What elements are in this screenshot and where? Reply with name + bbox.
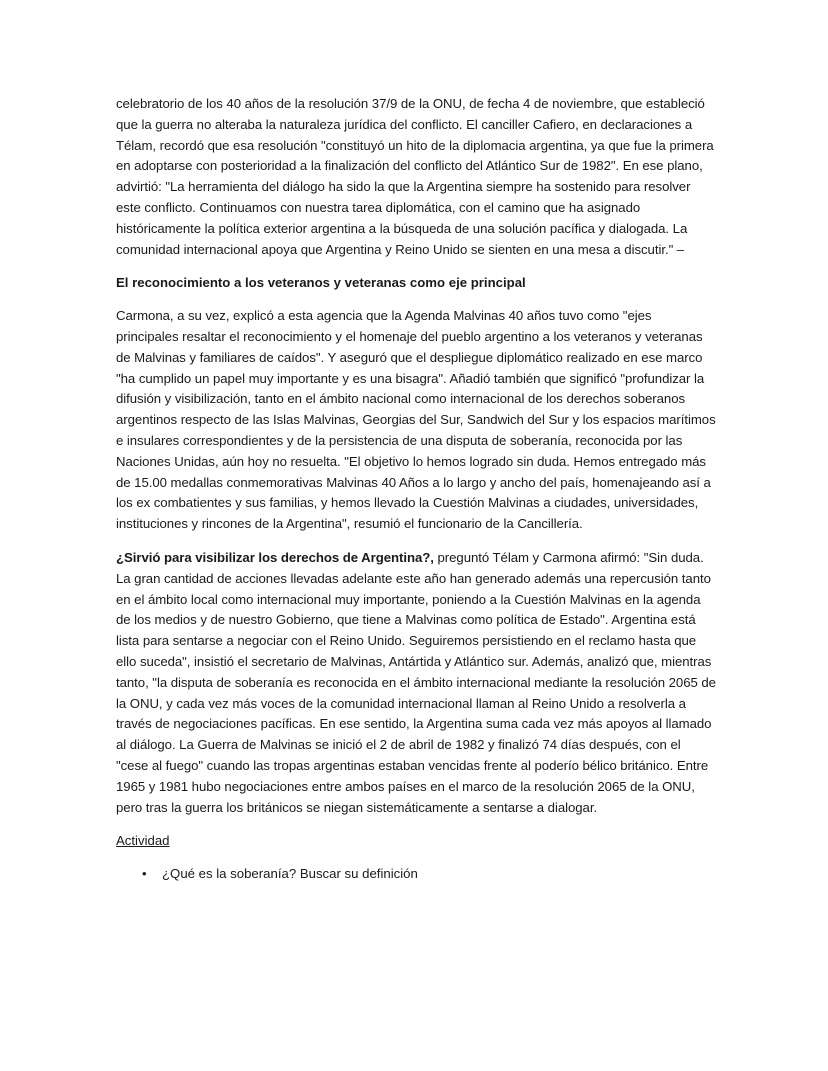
question-lead: ¿Sirvió para visibilizar los derechos de Argentina?, <box>116 549 434 565</box>
section-paragraph: Carmona, a su vez, explicó a esta agencia que la Agenda Malvinas 40 años tuvo como "ejes principales resaltar el reconocimiento y el homenaje del pueblo argentino a los veteranos y veteranas de Malvinas y familiares de caídos". Y aseguró que el despliegue diplomático realizado en ese marco "ha cumplido un papel muy importante y es una bisagra". Añadió también que significó "profundizar la difusión y visibilización, tanto en el ámbito nacional como internacional de los derechos soberanos argentinos respecto de las Islas Malvinas, Georgias del Sur, Sandwich del Sur y los espacios marítimos e insulares correspondientes y de la persistencia de una disputa de soberanía, reconocida por las Naciones Unidas, aún hoy no resuelta. "El objetivo lo hemos logrado sin duda. Hemos entregado más de 15.00 medallas conmemorativas Malvinas 40 Años a lo largo y ancho del país, homenajeando así a los ex combatientes y sus familias, y hemos llevado la Cuestión Malvinas a ciudades, universidades, instituciones y rincones de la Argentina", resumió el funcionario de la Cancillería. <box>116 308 716 532</box>
question-paragraph-block <box>116 548 716 818</box>
activity-title: Actividad <box>116 833 170 849</box>
document-page <box>116 94 716 885</box>
bullet-icon: • <box>142 866 147 882</box>
question-paragraph: preguntó Télam y Carmona afirmó: "Sin duda. La gran cantidad de acciones llevadas adelante este año han generado además una repercusión tanto en el ámbito local como internacional muy importante, poniendo a la Cuestión Malvinas en la agenda de los medios y de nuestro Gobierno, que tiene a Malvinas como política de Estado". Argentina está lista para sentarse a negociar con el Reino Unido. Seguiremos persistiendo en el reclamo hasta que ello suceda", insistió el secretario de Malvinas, Antártida y Atlántico sur. Además, analizó que, mientras tanto, "la disputa de soberanía es reconocida en el ámbito internacional mediante la resolución 2065 de la ONU, y cada vez más voces de la comunidad internacional llaman al Reino Unido a resolverla a través de negociaciones pacíficas. En ese sentido, la Argentina suma cada vez más apoyos al llamado al diálogo. La Guerra de Malvinas se inició el 2 de abril de 1982 y finalizó 74 días después, con el "cese al fuego" cuando las tropas argentinas estaban vencidas frente al poderío bélico británico. Entre 1965 y 1981 hubo negociaciones entre ambos países en el marco de la resolución 2065 de la ONU, pero tras la guerra los británicos se niegan sistemáticamente a sentarse a dialogar. <box>116 549 716 815</box>
section-heading: El reconocimiento a los veteranos y veteranas como eje principal <box>116 275 526 291</box>
activity-list <box>116 864 716 885</box>
list-item <box>116 864 716 885</box>
intro-paragraph: celebratorio de los 40 años de la resolución 37/9 de la ONU, de fecha 4 de noviembre, que estableció que la guerra no alteraba la naturaleza jurídica del conflicto. El canciller Cafiero, en declaraciones a Télam, recordó que esa resolución "constituyó un hito de la diplomacia argentina, ya que fue la primera en adoptarse con posterioridad a la finalización del conflicto del Atlántico Sur de 1982". En ese plano, advirtió: "La herramienta del diálogo ha sido la que la Argentina siempre ha sostenido para resolver este conflicto. Continuamos con nuestra tarea diplomática, con el camino que ha asignado históricamente la política exterior argentina a la búsqueda de una solución pacífica y dialogada. La comunidad internacional apoya que Argentina y Reino Unido se sienten en una mesa a discutir." – <box>116 96 714 257</box>
activity-item-text: ¿Qué es la soberanía? Buscar su definición <box>162 866 418 882</box>
